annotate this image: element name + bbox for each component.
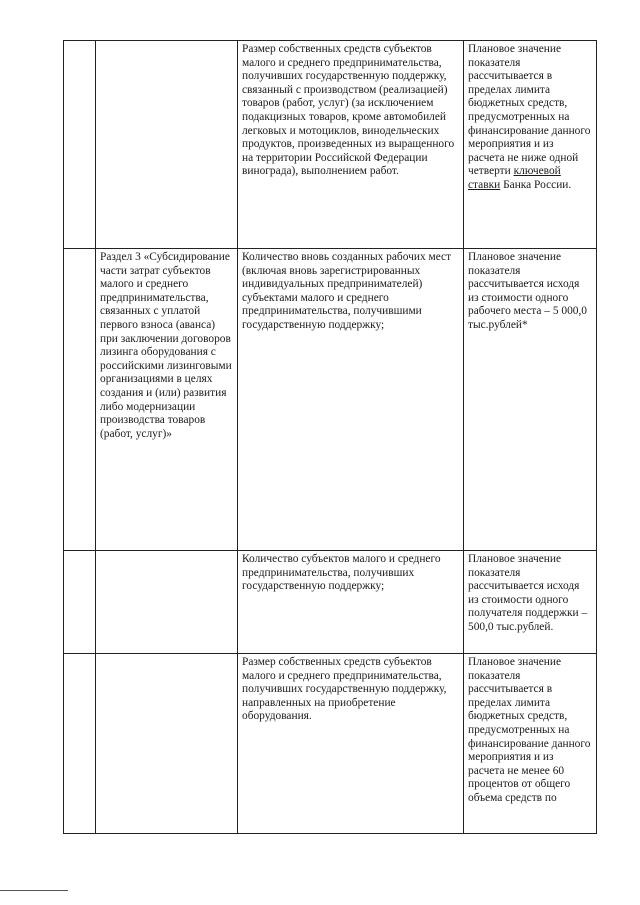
section-cell: [96, 654, 238, 834]
indicator-cell: [238, 41, 464, 249]
calculation-text: [468, 43, 592, 193]
calculation-main: Плановое значение показателя рассчитывается в пределах лимита бюджетных средств, предусмотренных на финансирование данного мероприятия и из расчета не ниже одной четверти: [468, 43, 591, 178]
key-rate-underlined: ключевой ставки: [468, 165, 561, 191]
calculation-cell: [464, 654, 597, 834]
row-number-cell: [64, 249, 96, 551]
section-cell: [96, 41, 238, 249]
table-row: [64, 551, 597, 654]
section-text: Раздел 3 «Субсидирование части затрат субъектов малого и среднего предпринимательства, связанных с уплатой первого взноса (аванса) при заключении договоров лизинга оборудования с российскими лизинговыми организациями в целях создания и (или) развития либо модернизации производства товаров (работ, услуг)»: [100, 251, 232, 440]
table-row: [64, 249, 597, 551]
section-cell: [96, 249, 238, 551]
table-row: [64, 41, 597, 249]
indicator-text: Количество субъектов малого и среднего предпринимательства, получивших государственную поддержку;: [242, 553, 441, 593]
indicator-cell: [238, 249, 464, 551]
row-number-cell: [64, 654, 96, 834]
indicator-text: Количество вновь созданных рабочих мест (включая вновь зарегистрированных индивидуальных предпринимателей) субъектами малого и среднего предпринимательства, получившими государственную поддержку;: [242, 251, 452, 331]
indicator-cell: [238, 551, 464, 654]
calculation-tail: Банка России.: [500, 178, 572, 191]
indicator-text: Размер собственных средств субъектов малого и среднего предпринимательства, получивших государственную поддержку, направленных на приобретение оборудования.: [242, 656, 447, 723]
table-row: [64, 654, 597, 834]
indicators-table: [63, 40, 597, 834]
calculation-text: Плановое значение показателя рассчитывается исходя из стоимости одного получателя поддержки – 500,0 тыс.рублей.: [468, 553, 588, 633]
calculation-text: Плановое значение показателя рассчитывается исходя из стоимости одного рабочего места – 5 000,0 тыс.рублей*: [468, 251, 588, 331]
row-number-cell: [64, 41, 96, 249]
row-number-cell: [64, 551, 96, 654]
section-cell: [96, 551, 238, 654]
calculation-text: Плановое значение показателя рассчитывается в пределах лимита бюджетных средств, предусмотренных на финансирование данного мероприятия и из расчета не менее 60 процентов от общего объема средств по: [468, 656, 591, 804]
calculation-cell: [464, 551, 597, 654]
footnote-rule: [0, 890, 68, 891]
calculation-cell: [464, 41, 597, 249]
indicator-text: Размер собственных средств субъектов малого и среднего предпринимательства, получивших государственную поддержку, связанный с производством (реализацией) товаров (работ, услуг) (за исключением подакцизных товаров, кроме автомобилей легковых и мотоциклов, винодельческих продуктов, произведенных из выращенного на территории Российской Федерации винограда), выполнением работ.: [242, 43, 455, 178]
calculation-cell: [464, 249, 597, 551]
indicator-cell: [238, 654, 464, 834]
